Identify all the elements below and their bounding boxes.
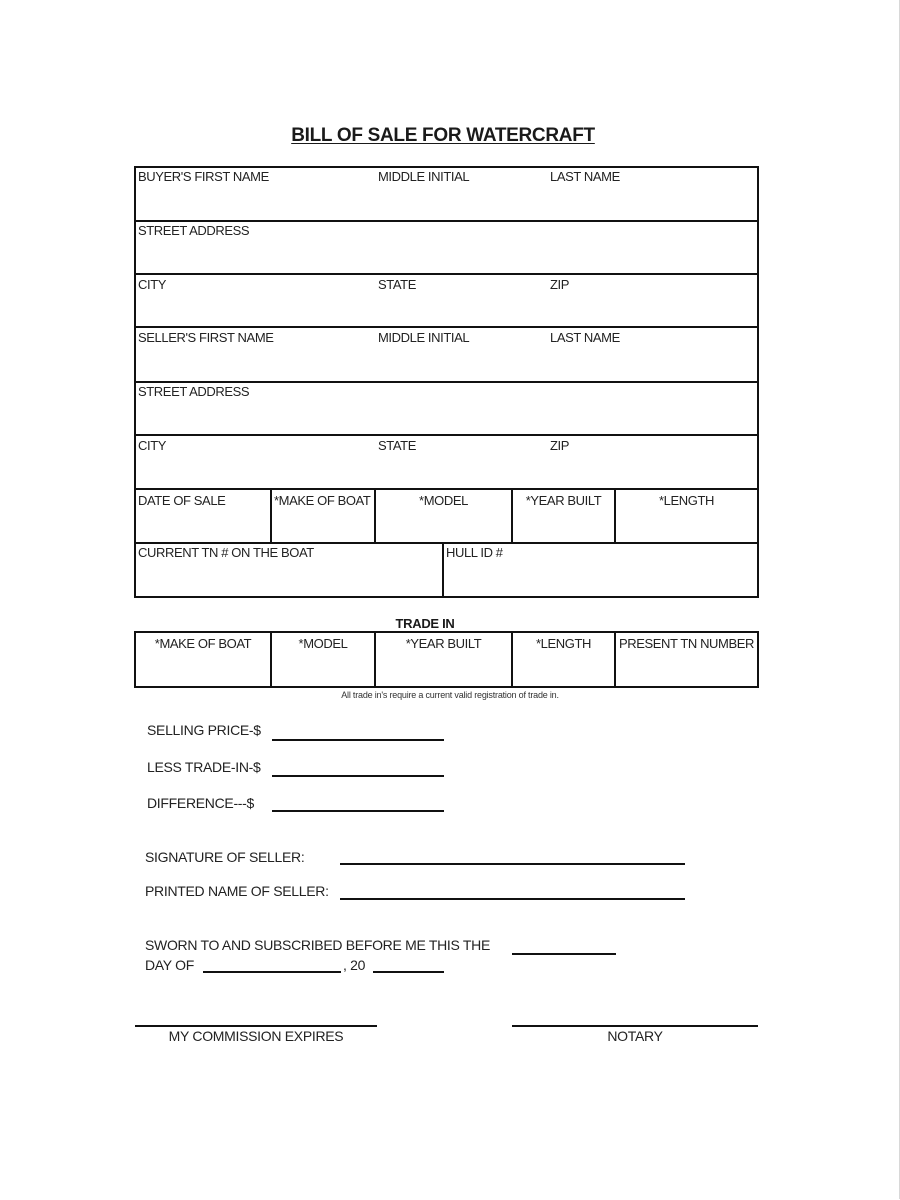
length-field[interactable]: *LENGTH	[659, 493, 714, 508]
year-line[interactable]	[373, 971, 444, 973]
trade-in-present-tn-field[interactable]: PRESENT TN NUMBER	[618, 636, 755, 651]
row-divider	[134, 326, 759, 328]
model-field[interactable]: *MODEL	[419, 493, 468, 508]
signature-of-seller-line[interactable]	[340, 863, 685, 865]
column-divider	[442, 542, 444, 598]
printed-name-of-seller-label: PRINTED NAME OF SELLER:	[145, 883, 329, 899]
seller-city-field[interactable]: CITY	[138, 438, 167, 453]
row-divider	[134, 488, 759, 490]
less-trade-in-line[interactable]	[272, 775, 444, 777]
difference-line[interactable]	[272, 810, 444, 812]
current-tn-field[interactable]: CURRENT TN # ON THE BOAT	[138, 545, 314, 560]
row-divider	[134, 434, 759, 436]
trade-in-make-field[interactable]: *MAKE OF BOAT	[154, 636, 252, 651]
sworn-statement-label: SWORN TO AND SUBSCRIBED BEFORE ME THIS THE	[145, 937, 490, 953]
buyer-state-field[interactable]: STATE	[378, 277, 416, 292]
trade-in-note: All trade in's require a current valid registration of trade in.	[341, 690, 559, 700]
signature-of-seller-label: SIGNATURE OF SELLER:	[145, 849, 305, 865]
trade-in-length-field[interactable]: *LENGTH	[536, 636, 591, 651]
seller-last-name-field[interactable]: LAST NAME	[550, 330, 620, 345]
row-divider	[134, 273, 759, 275]
document-title: BILL OF SALE FOR WATERCRAFT	[291, 125, 595, 146]
seller-zip-field[interactable]: ZIP	[550, 438, 570, 453]
notary-line[interactable]	[512, 1025, 758, 1027]
day-of-label: DAY OF	[145, 957, 195, 973]
commission-expires-line[interactable]	[135, 1025, 377, 1027]
buyer-street-address-field[interactable]: STREET ADDRESS	[138, 223, 250, 238]
seller-street-address-field[interactable]: STREET ADDRESS	[138, 384, 250, 399]
notary-label: NOTARY	[607, 1028, 663, 1044]
seller-first-name-field[interactable]: SELLER'S FIRST NAME	[138, 330, 274, 345]
selling-price-label: SELLING PRICE-$	[147, 722, 261, 738]
seller-middle-initial-field[interactable]: MIDDLE INITIAL	[378, 330, 470, 345]
hull-id-field[interactable]: HULL ID #	[446, 545, 503, 560]
trade-in-year-built-field[interactable]: *YEAR BUILT	[405, 636, 482, 651]
buyer-last-name-field[interactable]: LAST NAME	[550, 169, 620, 184]
less-trade-in-label: LESS TRADE-IN-$	[147, 759, 261, 775]
buyer-middle-initial-field[interactable]: MIDDLE INITIAL	[378, 169, 470, 184]
buyer-zip-field[interactable]: ZIP	[550, 277, 570, 292]
row-divider	[134, 220, 759, 222]
row-divider	[134, 381, 759, 383]
date-of-sale-field[interactable]: DATE OF SALE	[138, 493, 226, 508]
year-built-field[interactable]: *YEAR BUILT	[525, 493, 602, 508]
commission-expires-label: MY COMMISSION EXPIRES	[168, 1028, 344, 1044]
column-divider	[270, 488, 272, 544]
selling-price-line[interactable]	[272, 739, 444, 741]
printed-name-of-seller-line[interactable]	[340, 898, 685, 900]
year-prefix-label: , 20	[343, 957, 366, 973]
buyer-city-field[interactable]: CITY	[138, 277, 167, 292]
sworn-day-line[interactable]	[512, 953, 616, 955]
seller-state-field[interactable]: STATE	[378, 438, 416, 453]
buyer-first-name-field[interactable]: BUYER'S FIRST NAME	[138, 169, 269, 184]
row-divider	[134, 542, 759, 544]
trade-in-model-field[interactable]: *MODEL	[298, 636, 348, 651]
trade-in-heading: TRADE IN	[395, 616, 455, 631]
make-of-boat-field[interactable]: *MAKE OF BOAT	[274, 493, 371, 508]
difference-label: DIFFERENCE---$	[147, 795, 255, 811]
day-of-month-line[interactable]	[203, 971, 341, 973]
